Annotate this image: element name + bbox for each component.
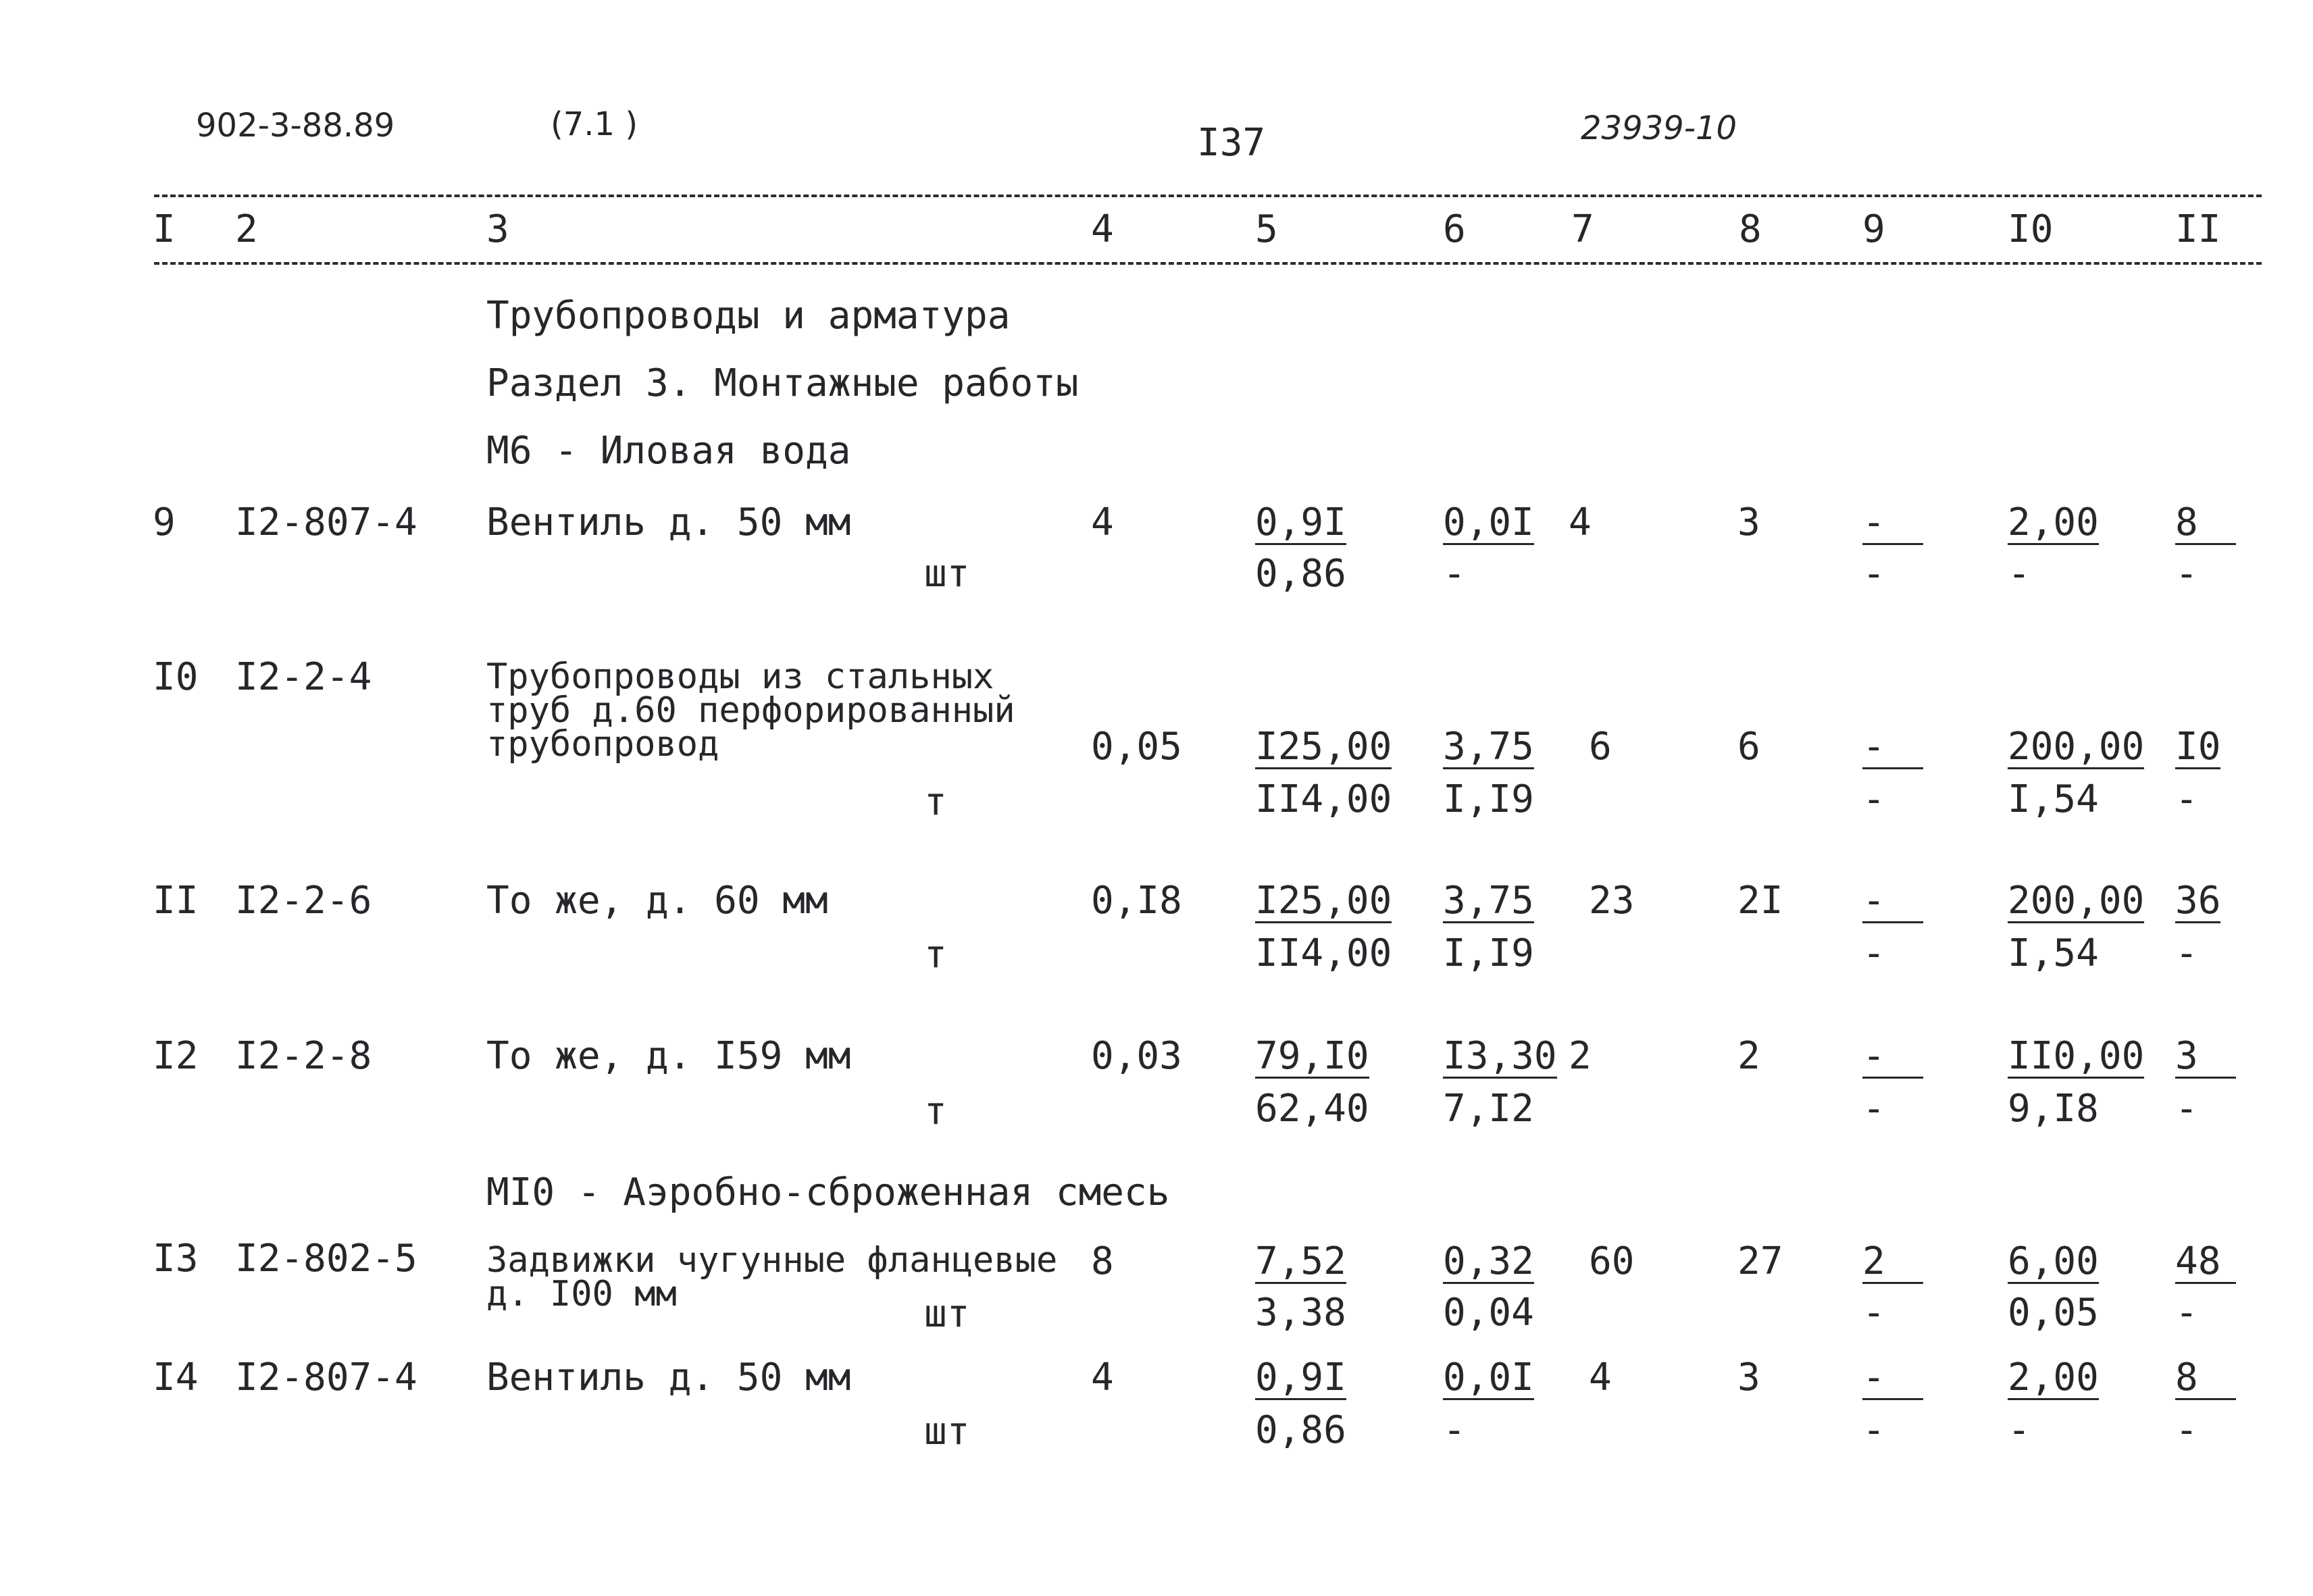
- quantity: 8: [1091, 1239, 1114, 1283]
- work-description: Трубопроводы из стальных: [486, 657, 994, 697]
- col6-lower: -: [1443, 1408, 1466, 1452]
- col10-lower: -: [2008, 552, 2031, 596]
- quantity: 0,05: [1091, 725, 1182, 769]
- col11-lower: -: [2175, 552, 2198, 596]
- col6-lower: -: [1443, 552, 1466, 596]
- norm-code: I2-2-8: [235, 1034, 372, 1078]
- col7: 2: [1569, 1034, 1592, 1078]
- col5-upper: 7,52: [1255, 1239, 1346, 1283]
- col5-upper: 0,9I: [1255, 1356, 1346, 1399]
- col5-upper: I25,00: [1255, 725, 1392, 769]
- col6-upper: 0,0I: [1443, 1356, 1534, 1399]
- col11-upper: I0: [2175, 725, 2221, 769]
- work-description: труб д.60 перфорированный: [486, 690, 1015, 731]
- col11-upper: 48: [2175, 1243, 2236, 1284]
- work-description: трубопровод: [486, 724, 719, 765]
- section-heading: МI0 - Аэробно-сброженная смесь: [486, 1170, 1170, 1214]
- col10-lower: -: [2008, 1408, 2031, 1452]
- col9-lower: -: [1862, 1087, 1885, 1131]
- norm-code: I2-802-5: [235, 1237, 417, 1281]
- col5-lower: II4,00: [1255, 931, 1392, 975]
- col-9: 9: [1862, 207, 1885, 251]
- row-number: 9: [153, 500, 176, 544]
- header-rule-bottom: [154, 262, 2262, 265]
- work-description: Вентиль д. 50 мм: [486, 500, 851, 544]
- col9-upper: 2: [1862, 1243, 1923, 1284]
- col5-lower: 0,86: [1255, 1408, 1346, 1452]
- col9-lower: -: [1862, 1291, 1885, 1335]
- col5-lower: 3,38: [1255, 1291, 1346, 1335]
- col5-upper: I25,00: [1255, 879, 1392, 923]
- col-4: 4: [1091, 207, 1114, 251]
- col6-upper: I3,30: [1443, 1034, 1557, 1078]
- col8: 6: [1737, 725, 1760, 769]
- col9-lower: -: [1862, 777, 1885, 821]
- page-number: I37: [1197, 121, 1266, 165]
- norm-code: I2-2-6: [235, 879, 372, 923]
- col-10: I0: [2008, 207, 2054, 251]
- col9-lower: -: [1862, 931, 1885, 975]
- inventory-number: 23939-10: [1581, 109, 1737, 147]
- col-3: 3: [486, 207, 509, 251]
- col11-upper: 8: [2175, 1359, 2236, 1400]
- norm-code: I2-2-4: [235, 655, 372, 699]
- unit: т: [924, 1089, 947, 1133]
- work-description: То же, д. I59 мм: [486, 1034, 851, 1078]
- section-heading: Трубопроводы и арматура: [486, 294, 1011, 338]
- col9-upper: -: [1862, 504, 1923, 545]
- col11-upper: 3: [2175, 1037, 2236, 1079]
- norm-code: I2-807-4: [235, 500, 417, 544]
- col9-upper: -: [1862, 1359, 1923, 1400]
- col7: 60: [1589, 1239, 1635, 1283]
- quantity: 4: [1091, 1356, 1114, 1399]
- col6-upper: 3,75: [1443, 879, 1534, 923]
- col6-lower: I,I9: [1443, 931, 1534, 975]
- col7: 4: [1569, 500, 1592, 544]
- norm-code: I2-807-4: [235, 1356, 417, 1399]
- col-5: 5: [1255, 207, 1278, 251]
- col-1: I: [153, 207, 176, 251]
- col10-upper: 2,00: [2008, 1356, 2099, 1399]
- work-description: Вентиль д. 50 мм: [486, 1356, 851, 1399]
- header-rule-top: [154, 195, 2262, 197]
- col-6: 6: [1443, 207, 1466, 251]
- col10-upper: II0,00: [2008, 1034, 2145, 1078]
- section-heading: Раздел 3. Монтажные работы: [486, 361, 1079, 405]
- work-description: д. I00 мм: [486, 1274, 677, 1314]
- unit: шт: [924, 1410, 970, 1453]
- col7: 23: [1589, 879, 1635, 923]
- row-number: I2: [153, 1034, 199, 1078]
- col6-upper: 0,0I: [1443, 500, 1534, 544]
- col6-lower: I,I9: [1443, 777, 1534, 821]
- col7: 4: [1589, 1356, 1612, 1399]
- col9-upper: -: [1862, 882, 1923, 923]
- unit: шт: [924, 1292, 970, 1336]
- col6-upper: 0,32: [1443, 1239, 1534, 1283]
- col8: 27: [1737, 1239, 1783, 1283]
- col10-upper: 200,00: [2008, 725, 2145, 769]
- col10-upper: 2,00: [2008, 500, 2099, 544]
- col5-lower: 0,86: [1255, 552, 1346, 596]
- work-description: Задвижки чугунные фланцевые: [486, 1240, 1058, 1281]
- col8: 3: [1737, 500, 1760, 544]
- col5-upper: 79,I0: [1255, 1034, 1369, 1078]
- row-number: I3: [153, 1237, 199, 1281]
- quantity: 0,03: [1091, 1034, 1182, 1078]
- row-number: II: [153, 879, 199, 923]
- col8: 2: [1737, 1034, 1760, 1078]
- col10-lower: 0,05: [2008, 1291, 2099, 1335]
- unit: т: [924, 780, 947, 824]
- col5-lower: 62,40: [1255, 1087, 1369, 1131]
- col10-lower: 9,I8: [2008, 1087, 2099, 1131]
- col6-lower: 7,I2: [1443, 1087, 1534, 1131]
- col9-upper: -: [1862, 728, 1923, 769]
- col-11: II: [2175, 207, 2221, 251]
- col9-upper: -: [1862, 1037, 1923, 1079]
- col11-lower: -: [2175, 931, 2198, 975]
- col8: 3: [1737, 1356, 1760, 1399]
- col6-lower: 0,04: [1443, 1291, 1534, 1335]
- quantity: 4: [1091, 500, 1114, 544]
- album-number: (7.1 ): [551, 105, 638, 143]
- work-description: То же, д. 60 мм: [486, 879, 828, 923]
- col6-upper: 3,75: [1443, 725, 1534, 769]
- section-heading: М6 - Иловая вода: [486, 429, 851, 473]
- col5-upper: 0,9I: [1255, 500, 1346, 544]
- col11-lower: -: [2175, 1408, 2198, 1452]
- col9-lower: -: [1862, 1408, 1885, 1452]
- row-number: I0: [153, 655, 199, 699]
- quantity: 0,I8: [1091, 879, 1182, 923]
- unit: шт: [924, 552, 970, 596]
- col11-lower: -: [2175, 777, 2198, 821]
- col10-lower: I,54: [2008, 777, 2099, 821]
- doc-code: 902-3-88.89: [196, 107, 395, 145]
- unit: т: [924, 933, 947, 977]
- col11-upper: 36: [2175, 879, 2221, 923]
- col8: 2I: [1737, 879, 1783, 923]
- col5-lower: II4,00: [1255, 777, 1392, 821]
- col10-upper: 200,00: [2008, 879, 2145, 923]
- col11-upper: 8: [2175, 504, 2236, 545]
- row-number: I4: [153, 1356, 199, 1399]
- col-2: 2: [235, 207, 258, 251]
- col-8: 8: [1739, 207, 1762, 251]
- col11-lower: -: [2175, 1291, 2198, 1335]
- col9-lower: -: [1862, 552, 1885, 596]
- col11-lower: -: [2175, 1087, 2198, 1131]
- col-7: 7: [1571, 207, 1594, 251]
- col10-lower: I,54: [2008, 931, 2099, 975]
- col7: 6: [1589, 725, 1612, 769]
- col10-upper: 6,00: [2008, 1239, 2099, 1283]
